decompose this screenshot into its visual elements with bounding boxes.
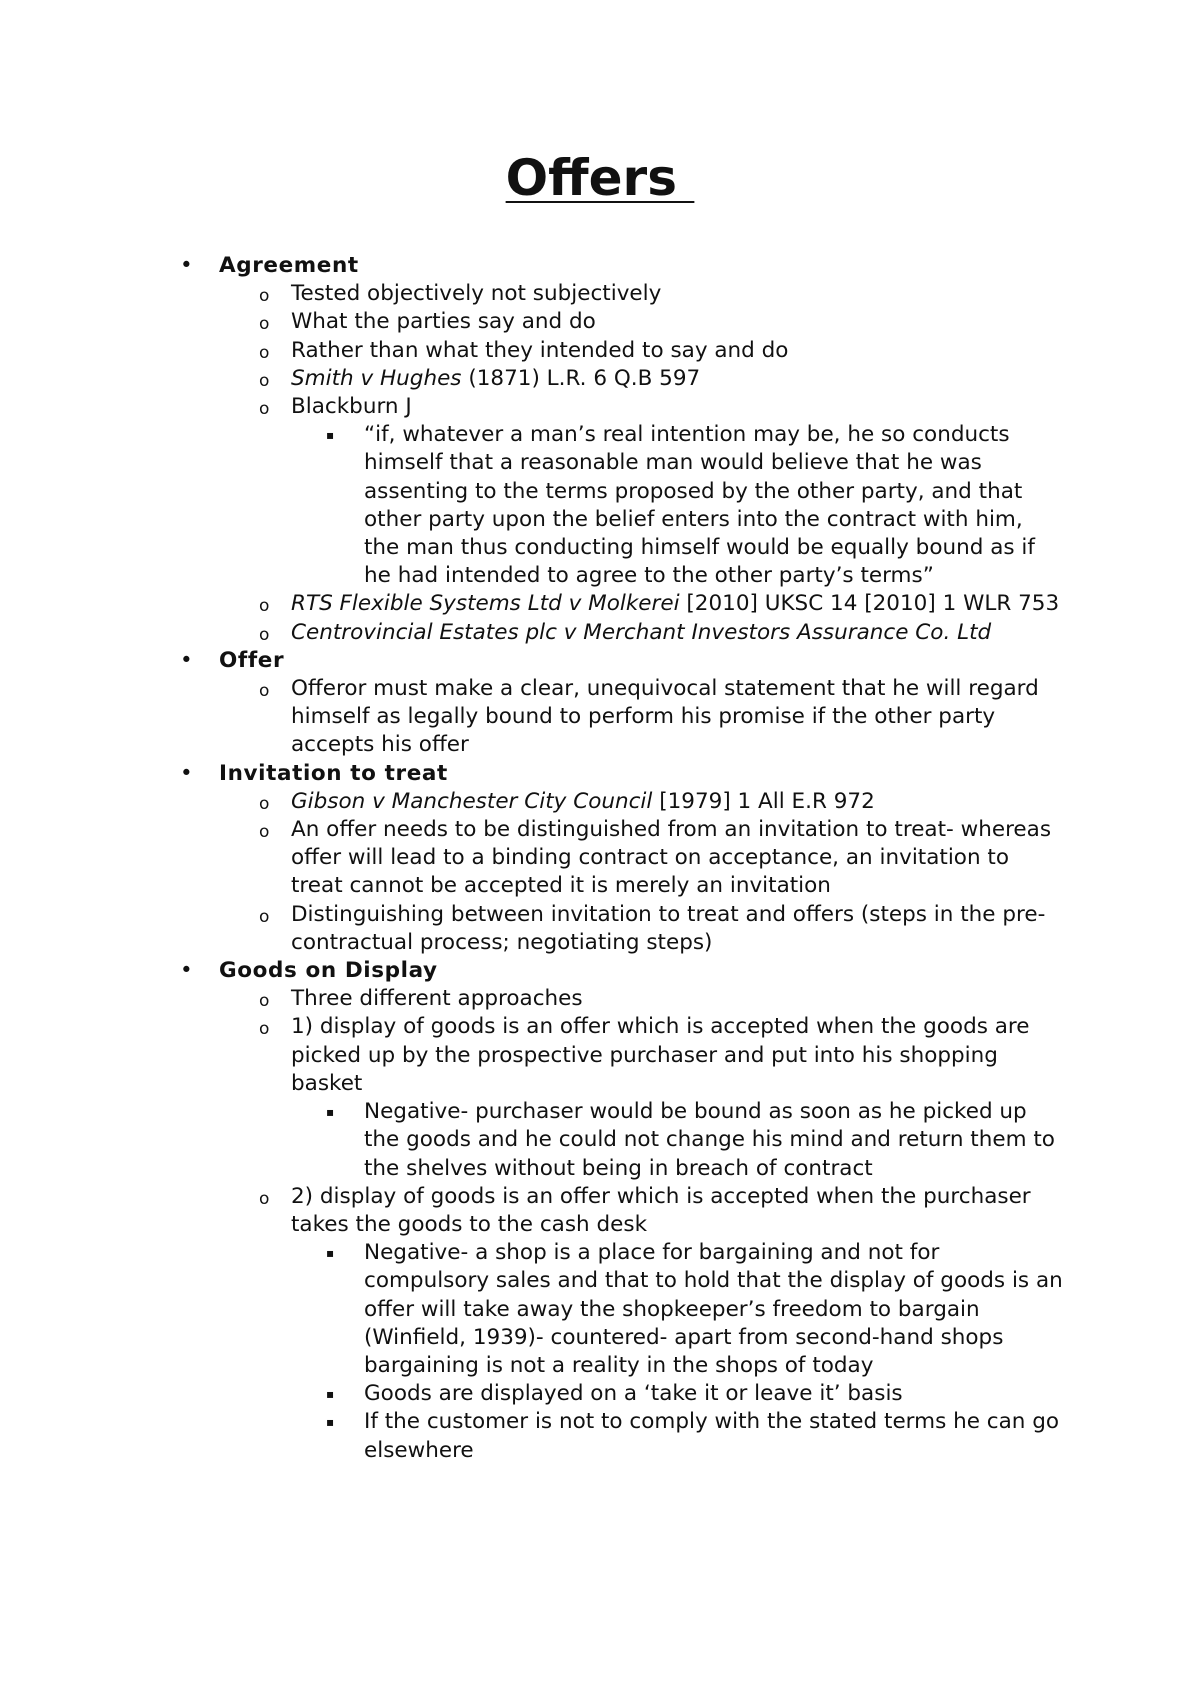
case-citation: (1871) L.R. 6 Q.B 597 bbox=[461, 365, 701, 391]
point-text: Rather than what they intended to say and do bbox=[291, 337, 789, 363]
level2-bullet: o bbox=[259, 399, 270, 420]
section-points bbox=[219, 675, 1200, 760]
sub-point-item bbox=[326, 1098, 1064, 1183]
case-citation: [2010] UKSC 14 [2010] 1 WLR 753 bbox=[679, 591, 1060, 617]
point-text: An offer needs to be distinguished from an invitation to treat- whereas offer will lead to a binding contract on acceptance, an invitation to treat cannot be accepted it is merely an invitation bbox=[291, 817, 1052, 899]
level2-bullet: o bbox=[259, 681, 270, 702]
outline-list bbox=[0, 252, 1200, 1465]
level2-bullet: o bbox=[259, 991, 270, 1012]
section-points bbox=[219, 788, 1200, 957]
sub-points bbox=[291, 1098, 1061, 1183]
level2-bullet: o bbox=[259, 624, 270, 645]
point-item bbox=[259, 788, 1061, 816]
sub-point-text: If the customer is not to comply with the stated terms he can go elsewhere bbox=[364, 1409, 1060, 1463]
sub-point-text: Negative- purchaser would be bound as soon as he picked up the goods and he could not change his mind and return them to the shelves without being in breach of contract bbox=[364, 1099, 1055, 1181]
section-heading: Agreement bbox=[219, 253, 359, 278]
section-points bbox=[219, 985, 1200, 1464]
section-points bbox=[219, 280, 1200, 647]
case-name: Centrovincial Estates plc v Merchant Investors Assurance Co. Ltd bbox=[291, 619, 992, 645]
sub-point-text: Goods are displayed on a ‘take it or leave it’ basis bbox=[364, 1381, 903, 1407]
section-item bbox=[0, 760, 1200, 957]
level2-bullet: o bbox=[259, 1019, 270, 1040]
sub-points bbox=[291, 1239, 1061, 1465]
case-citation: [1979] 1 All E.R 972 bbox=[652, 788, 875, 814]
case-name: RTS Flexible Systems Ltd v Molkerei bbox=[291, 591, 680, 617]
section-item bbox=[0, 252, 1200, 647]
level2-bullet: o bbox=[259, 596, 270, 617]
case-name: Gibson v Manchester City Council bbox=[291, 788, 653, 814]
point-item bbox=[259, 816, 1061, 901]
level2-bullet: o bbox=[259, 314, 270, 335]
sub-points bbox=[291, 421, 1061, 590]
point-text: Distinguishing between invitation to treat and offers (steps in the pre-contractual process; negotiating steps) bbox=[291, 901, 1046, 955]
point-item bbox=[259, 1013, 1061, 1182]
section-heading: Offer bbox=[219, 647, 285, 673]
section-item bbox=[0, 647, 1200, 760]
sub-point-text: “if, whatever a man’s real intention may be, he so conducts himself that a reasonable man would believe that he was assenting to the terms proposed by the other party, and that other party upon the belief enters into the contract with him, the man thus conducting himself would be equally bound as if he had intended to agree to the other party’s terms” bbox=[364, 422, 1035, 589]
level3-bullet: ▪ bbox=[326, 1105, 335, 1120]
sub-point-item bbox=[326, 1239, 1064, 1380]
sub-point-item bbox=[326, 421, 1064, 590]
point-item bbox=[259, 337, 1061, 365]
point-text: 1) display of goods is an offer which is accepted when the goods are picked up by the prospective purchaser and put into his shopping basket bbox=[291, 1014, 1030, 1096]
point-text: Offeror must make a clear, unequivocal statement that he will regard himself as legally bound to perform his promise if the other party accepts his offer bbox=[291, 676, 1039, 758]
level2-bullet: o bbox=[259, 370, 270, 391]
level1-bullet: • bbox=[180, 253, 194, 278]
point-text: Tested objectively not subjectively bbox=[291, 281, 662, 307]
point-item bbox=[259, 280, 1061, 308]
level1-bullet: • bbox=[180, 760, 194, 786]
point-item bbox=[259, 393, 1061, 590]
sub-point-item bbox=[326, 1380, 1064, 1408]
point-item bbox=[259, 619, 1061, 647]
page-title bbox=[0, 148, 1200, 208]
level2-bullet: o bbox=[259, 906, 270, 927]
page-title-text: Offers bbox=[505, 149, 695, 207]
point-text: 2) display of goods is an offer which is accepted when the purchaser takes the goods to the cash desk bbox=[291, 1183, 1031, 1237]
level2-bullet: o bbox=[259, 342, 270, 363]
section-heading: Invitation to treat bbox=[219, 760, 448, 786]
point-item bbox=[259, 365, 1061, 393]
level3-bullet: ▪ bbox=[326, 428, 335, 443]
point-item bbox=[259, 308, 1061, 336]
level3-bullet: ▪ bbox=[326, 1246, 335, 1261]
level3-bullet: ▪ bbox=[326, 1415, 335, 1430]
section-heading: Goods on Display bbox=[219, 958, 438, 984]
point-item bbox=[259, 1183, 1063, 1465]
case-name: Smith v Hughes bbox=[291, 365, 462, 391]
level1-bullet: • bbox=[180, 958, 194, 984]
point-item bbox=[259, 901, 1061, 957]
point-text: What the parties say and do bbox=[291, 309, 596, 335]
section-item bbox=[0, 957, 1200, 1465]
point-item bbox=[259, 985, 1061, 1013]
point-text: Blackburn J bbox=[291, 394, 412, 420]
level2-bullet: o bbox=[259, 822, 270, 843]
sub-point-text: Negative- a shop is a place for bargaining and not for compulsory sales and that to hold that the display of goods is an offer will take away the shopkeeper’s freedom to bargain (Winfield, 1939)- countered- apart from second-hand shops bargaining is not a reality in the shops of today bbox=[364, 1240, 1063, 1378]
point-item bbox=[259, 675, 1061, 760]
sub-point-item bbox=[326, 1408, 1064, 1464]
document-body bbox=[0, 252, 1200, 1465]
level2-bullet: o bbox=[259, 286, 270, 307]
level3-bullet: ▪ bbox=[326, 1387, 335, 1402]
level1-bullet: • bbox=[180, 647, 194, 673]
point-text: Three different approaches bbox=[291, 986, 583, 1012]
level2-bullet: o bbox=[259, 793, 270, 814]
level2-bullet: o bbox=[259, 1188, 270, 1209]
point-item bbox=[259, 590, 1061, 618]
